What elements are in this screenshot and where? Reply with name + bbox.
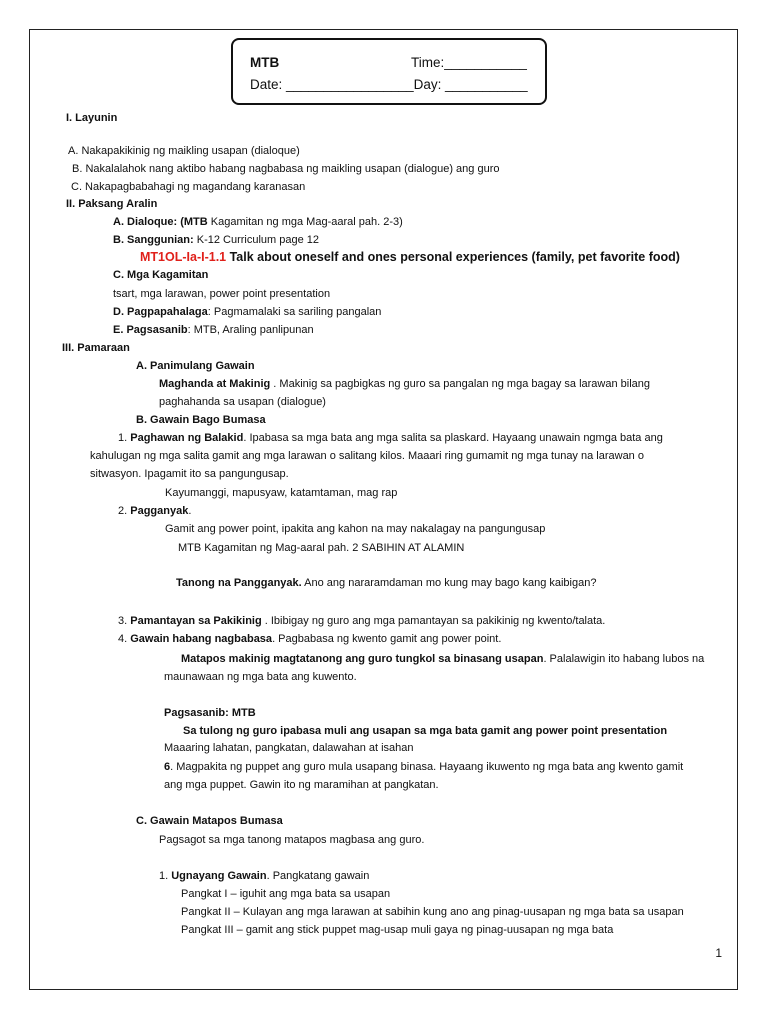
puppet-line: 6. Magpakita ng puppet ang guro mula usapang binasa. Hayaang ikuwento ng mga bata ang kwento gamit [164,761,684,773]
paghawan-line: 1. Paghawan ng Balakid. Ipabasa sa mga bata ang mga salita sa plaskard. Hayaang unawain ngmga bata ang [118,432,663,444]
mga-kagamitan: C. Mga Kagamitan [113,269,209,281]
competency-line: MT1OL-Ia-I-1.1 Talk about oneself and ones personal experiences (family, pet favorite food) [140,250,680,264]
pangkat-1: Pangkat I – iguhit ang mga bata sa usapan [181,888,391,900]
sanggunian-line: B. Sanggunian: K-12 Curriculum page 12 [113,234,320,246]
section-layunin: I. Layunin [66,112,118,124]
pangkat-2: Pangkat II – Kulayan ang mga larawan at sabihin kung ano ang pinag-uusapan ng mga bata sa usapan [181,906,684,918]
pagganyak-ref: MTB Kagamitan ng Mag-aaral pah. 2 SABIHIN AT ALAMIN [178,542,465,554]
puppet-cont: ang mga puppet. Gawin ito ng maramihan at pangkatan. [164,779,439,791]
page-number: 1 [715,946,722,960]
vocabulary-words: Kayumanggi, mapusyaw, katamtaman, mag rap [165,487,398,499]
date-field: Date: _________________Day: [250,77,442,92]
objective-a: A. Nakapakikinig ng maikling usapan (dialoque) [68,145,300,157]
section-paksang-aralin: II. Paksang Aralin [66,198,158,210]
pamantayan-line: 3. Pamantayan sa Pakikinig . Ibibigay ng guro ang mga pamantayan sa pakikinig ng kwento/talata. [118,615,606,627]
maghanda-cont: paghahanda sa usapan (dialogue) [159,396,326,408]
maghanda-line: Maghanda at Makinig . Makinig sa pagbigkas ng guro sa pangalan ng mga bagay sa larawan bilang [159,378,651,390]
pangkat-3: Pangkat III – gamit ang stick puppet mag-usap muli gaya ng pinag-uusapan ng mga bata [181,924,614,936]
pagsasanib-mtb: Pagsasanib: MTB [164,707,256,719]
objective-c: C. Nakapagbabahagi ng magandang karanasan [71,181,306,193]
ugnayang-gawain-line: 1. Ugnayang Gawain. Pangkatang gawain [159,870,370,882]
paghawan-cont-2: sitwasyon. Ipagamit ito sa pangungusap. [90,468,289,480]
gawain-bago-bumasa: B. Gawain Bago Bumasa [136,414,266,426]
gawain-habang-line: 4. Gawain habang nagbabasa. Pagbabasa ng kwento gamit ang power point. [118,633,502,645]
materials-list: tsart, mga larawan, power point presentation [113,288,331,300]
tanong-line: Tanong na Pangganyak. Ano ang nararamdaman mo kung may bago kang kaibigan? [176,577,597,589]
maaaring-line: Maaaring lahatan, pangkatan, dalawahan at isahan [164,742,414,754]
sa-tulong-line: Sa tulong ng guro ipabasa muli ang usapan sa mga bata gamit ang power point presentation [183,725,668,737]
pagganyak-line: 2. Pagganyak. [118,505,192,517]
objective-b: B. Nakalalahok nang aktibo habang nagbabasa ng maikling usapan (dialogue) ang guro [72,163,500,175]
pagsagot-line: Pagsagot sa mga tanong matapos magbasa ang guro. [159,834,425,846]
time-field: Time:___________ [411,55,527,70]
paghawan-cont-1: kahulugan ng mga salita gamit ang mga larawan o salitang kilos. Maaari ring gumamit ng mga tunay na larawan o [90,450,644,462]
day-field: ___________ [445,77,528,92]
pagpapahalaga-line: D. Pagpapahalaga: Pagmamalaki sa sariling pangalan [113,306,382,318]
header-box [231,38,547,105]
pagganyak-desc: Gamit ang power point, ipakita ang kahon na may nakalagay na pangungusap [165,523,546,535]
matapos-line: Matapos makinig magtatanong ang guro tungkol sa binasang usapan. Palalawigin ito habang lubos na [181,653,705,665]
section-pamaraan: III. Pamaraan [62,342,130,354]
gawain-matapos-bumasa: C. Gawain Matapos Bumasa [136,815,283,827]
matapos-cont: maunawaan ng mga bata ang kuwento. [164,671,357,683]
subject-label: MTB [250,55,280,70]
dialoque-line: A. Dialoque: (MTB Kagamitan ng mga Mag-aaral pah. 2-3) [113,216,403,228]
pagsasanib-line: E. Pagsasanib: MTB, Araling panlipunan [113,324,314,336]
panimulang-gawain: A. Panimulang Gawain [136,360,255,372]
